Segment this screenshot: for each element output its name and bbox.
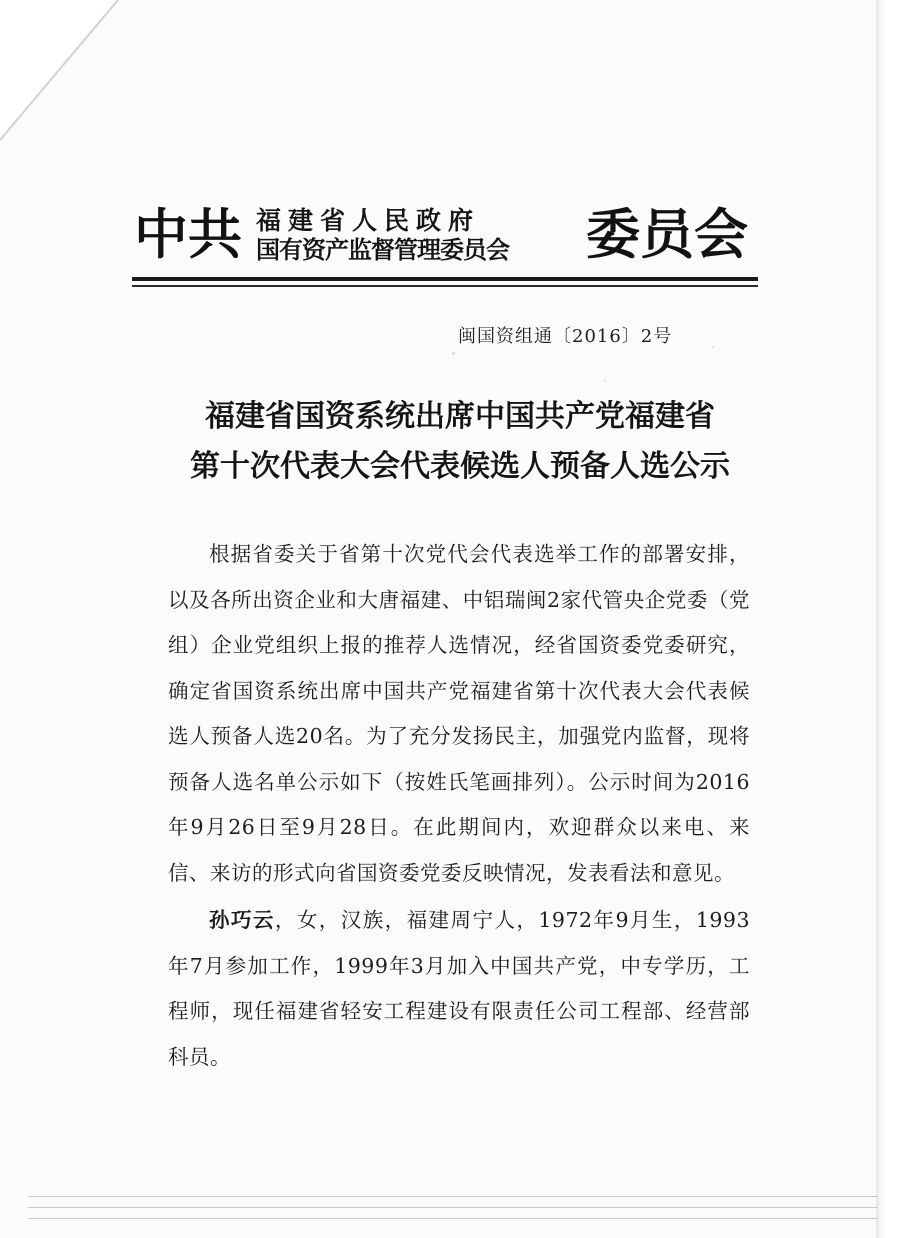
title-line-2: 第十次代表大会代表候选人预备人选公示 xyxy=(190,449,730,484)
candidate-details: ，女，汉族，福建周宁人，1972年9月生，1993年7月参加工作，1999年3月加入中国共产党，中专学历，工程师，现任福建省轻安工程建设有限责任公司工程部、经营部科员。 xyxy=(168,908,750,1069)
document-body xyxy=(168,532,750,1080)
document-title xyxy=(150,392,770,492)
letterhead-issuer-provincial-government: 福建省人民政府 xyxy=(256,206,481,235)
page-right-edge xyxy=(876,0,900,1238)
letterhead-right-text: 委员会 xyxy=(586,203,748,266)
page-stack-edge xyxy=(28,1218,878,1219)
page-stack-edge xyxy=(28,1196,878,1197)
document-number: 闽国资组通〔2016〕2号 xyxy=(458,326,673,347)
letterhead-rule-thin xyxy=(132,285,758,287)
candidate-entry xyxy=(168,898,750,1080)
letterhead-left-text: 中共 xyxy=(134,203,242,266)
letterhead-issuer-sasac: 国有资产监督管理委员会 xyxy=(256,236,509,264)
candidate-name: 孙巧云 xyxy=(209,908,275,932)
letterhead xyxy=(128,202,760,272)
page-stack-edge xyxy=(28,1207,878,1208)
scan-speck xyxy=(452,352,455,355)
body-paragraph-intro: 根据省委关于省第十次党代会代表选举工作的部署安排，以及各所出资企业和大唐福建、中铝瑞闽2家代管央企党委（党组）企业党组织上报的推荐人选情况，经省国资委党委研究，确定省国资系统出席中国共产党福建省第十次代表大会代表候选人预备人选20名。为了充分发扬民主，加强党内监督，现将预备人选名单公示如下（按姓氏笔画排列）。公示时间为2016年9月26日至9月28日。在此期间内，欢迎群众以来电、来信、来访的形式向省国资委党委反映情况，发表看法和意见。 xyxy=(168,542,750,885)
letterhead-rule-thick xyxy=(132,277,758,281)
scan-speck xyxy=(604,380,606,382)
title-line-1: 福建省国资系统出席中国共产党福建省 xyxy=(205,399,715,434)
scan-speck xyxy=(712,346,714,348)
letterhead-issuers xyxy=(256,206,578,265)
